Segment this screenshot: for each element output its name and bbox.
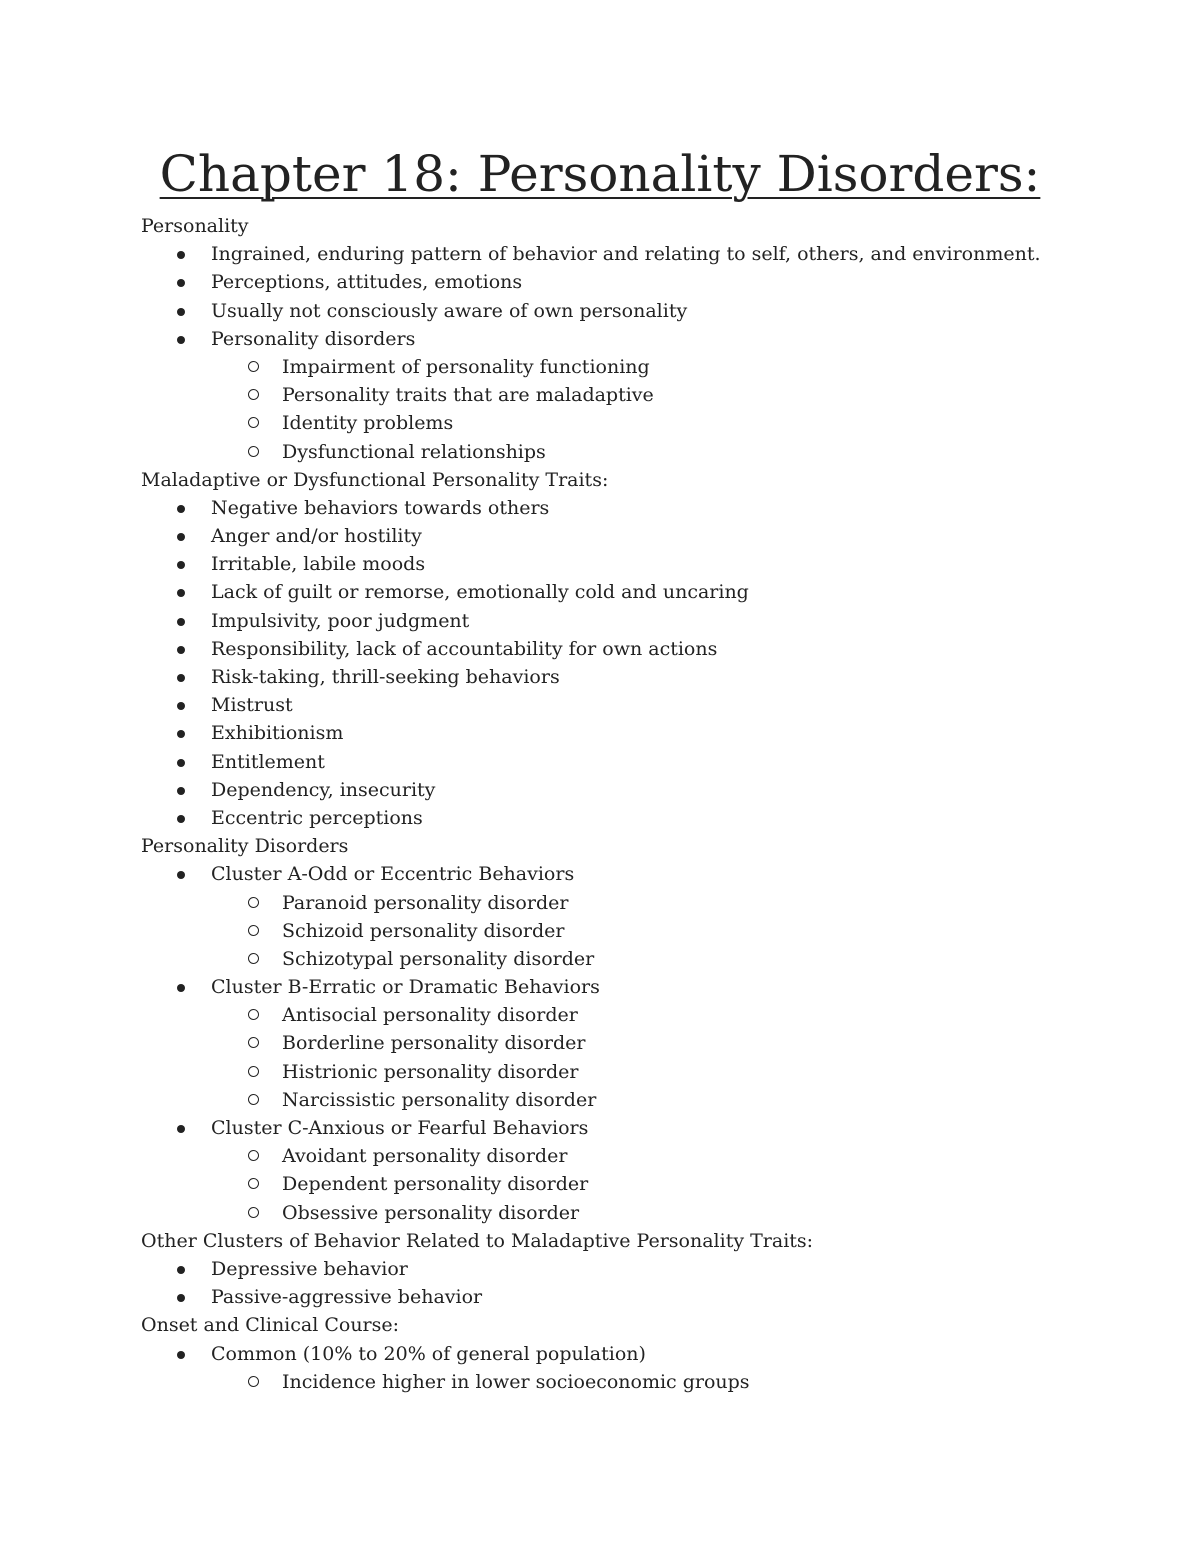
bullet-dot-icon: [177, 279, 185, 287]
list-item: Negative behaviors towards others: [141, 494, 1141, 522]
list-item: Dependency, insecurity: [141, 776, 1141, 804]
list-item: Usually not consciously aware of own personality: [141, 297, 1141, 325]
list-item: Passive-aggressive behavior: [141, 1283, 1141, 1311]
bullet-dot-icon: [177, 1125, 185, 1133]
section-heading-onset: Onset and Clinical Course:: [141, 1314, 400, 1337]
bullet-circle-icon: [248, 1037, 259, 1048]
bullet-circle-icon: [248, 897, 259, 908]
sub-list-item: Antisocial personality disorder: [141, 1001, 1141, 1029]
bullet-circle-icon: [248, 1150, 259, 1161]
list-item: Entitlement: [141, 748, 1141, 776]
cluster-b-item: Cluster B-Erratic or Dramatic Behaviors: [141, 973, 1141, 1001]
sub-list-item: Narcissistic personality disorder: [141, 1086, 1141, 1114]
bullet-circle-icon: [248, 925, 259, 936]
bullet-dot-icon: [177, 984, 185, 992]
bullet-dot-icon: [177, 505, 185, 513]
sub-list-item: Avoidant personality disorder: [141, 1142, 1141, 1170]
bullet-circle-icon: [248, 1376, 259, 1387]
notes-body: [141, 212, 1141, 1396]
page-title: Chapter 18: Personality Disorders:: [159, 145, 1041, 203]
bullet-dot-icon: [177, 251, 185, 259]
bullet-dot-icon: [177, 759, 185, 767]
sub-list-item: Schizotypal personality disorder: [141, 945, 1141, 973]
sub-list-item: Histrionic personality disorder: [141, 1058, 1141, 1086]
cluster-c-item: Cluster C-Anxious or Fearful Behaviors: [141, 1114, 1141, 1142]
sub-list-item: Dysfunctional relationships: [141, 438, 1141, 466]
bullet-dot-icon: [177, 674, 185, 682]
list-item: Ingrained, enduring pattern of behavior and relating to self, others, and environment.: [141, 240, 1141, 268]
bullet-dot-icon: [177, 871, 185, 879]
cluster-a-item: Cluster A-Odd or Eccentric Behaviors: [141, 860, 1141, 888]
bullet-circle-icon: [248, 1207, 259, 1218]
bullet-dot-icon: [177, 1294, 185, 1302]
list-item: Responsibility, lack of accountability for own actions: [141, 635, 1141, 663]
bullet-dot-icon: [177, 561, 185, 569]
bullet-circle-icon: [248, 417, 259, 428]
bullet-dot-icon: [177, 1351, 185, 1359]
sub-list-item: Incidence higher in lower socioeconomic groups: [141, 1368, 1141, 1396]
bullet-dot-icon: [177, 646, 185, 654]
sub-list-item: Impairment of personality functioning: [141, 353, 1141, 381]
list-item: Impulsivity, poor judgment: [141, 607, 1141, 635]
bullet-dot-icon: [177, 787, 185, 795]
bullet-dot-icon: [177, 533, 185, 541]
bullet-circle-icon: [248, 361, 259, 372]
sub-list-item: Obsessive personality disorder: [141, 1199, 1141, 1227]
bullet-circle-icon: [248, 1066, 259, 1077]
list-item: Exhibitionism: [141, 719, 1141, 747]
sub-list-item: Schizoid personality disorder: [141, 917, 1141, 945]
list-item: Eccentric perceptions: [141, 804, 1141, 832]
list-item: Irritable, labile moods: [141, 550, 1141, 578]
section-heading-other: Other Clusters of Behavior Related to Maladaptive Personality Traits:: [141, 1229, 814, 1252]
section-heading-personality: Personality: [141, 215, 249, 237]
bullet-circle-icon: [248, 389, 259, 400]
sub-list-item: Dependent personality disorder: [141, 1170, 1141, 1198]
bullet-dot-icon: [177, 618, 185, 626]
bullet-circle-icon: [248, 446, 259, 457]
list-item: Risk-taking, thrill-seeking behaviors: [141, 663, 1141, 691]
sub-list-item: Identity problems: [141, 409, 1141, 437]
bullet-circle-icon: [248, 953, 259, 964]
list-item: Mistrust: [141, 691, 1141, 719]
bullet-circle-icon: [248, 1178, 259, 1189]
sub-list-item: Personality traits that are maladaptive: [141, 381, 1141, 409]
bullet-dot-icon: [177, 730, 185, 738]
list-item: Personality disorders: [141, 325, 1141, 353]
list-item: Perceptions, attitudes, emotions: [141, 268, 1141, 296]
sub-list-item: Borderline personality disorder: [141, 1029, 1141, 1057]
bullet-dot-icon: [177, 336, 185, 344]
bullet-circle-icon: [248, 1009, 259, 1020]
list-item: Lack of guilt or remorse, emotionally cold and uncaring: [141, 578, 1141, 606]
bullet-dot-icon: [177, 308, 185, 316]
section-heading-disorders: Personality Disorders: [141, 835, 349, 858]
bullet-circle-icon: [248, 1094, 259, 1105]
bullet-dot-icon: [177, 1266, 185, 1274]
section-heading-traits: Maladaptive or Dysfunctional Personality Traits:: [141, 468, 609, 491]
bullet-dot-icon: [177, 815, 185, 823]
sub-list-item: Paranoid personality disorder: [141, 889, 1141, 917]
bullet-dot-icon: [177, 589, 185, 597]
list-item: Depressive behavior: [141, 1255, 1141, 1283]
list-item: Anger and/or hostility: [141, 522, 1141, 550]
bullet-dot-icon: [177, 702, 185, 710]
list-item: Common (10% to 20% of general population): [141, 1340, 1141, 1368]
